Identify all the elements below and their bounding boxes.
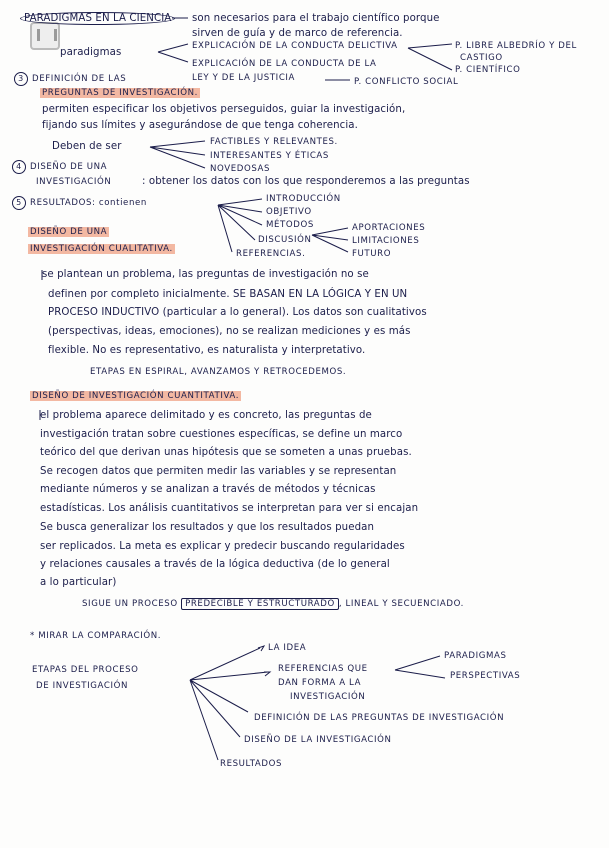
arrow-branch [312,228,348,252]
text-line: OBJETIVO [266,207,312,217]
text-line: SIGUE UN PROCESO [82,599,178,609]
text-line: P. LIBRE ALBEDRÍO Y DEL [455,41,577,51]
diagram-root: ETAPAS DEL PROCESO [32,665,139,675]
section-heading: INVESTIGACIÓN CUALITATIVA. [30,244,173,254]
text-line: flexible. No es representativo, es naturalista y interpretativo. [48,345,366,356]
arrow-branch [150,141,205,168]
diagram-root: DE INVESTIGACIÓN [36,681,129,691]
text-line: FACTIBLES Y RELEVANTES. [210,137,338,147]
text-line: APORTACIONES [352,223,426,233]
text-line: sirven de guía y de marco de referencia. [192,28,403,39]
text-line: permiten especificar los objetivos perseguidos, guiar la investigación, [42,104,406,115]
text-line: ETAPAS EN ESPIRAL, AVANZAMOS Y RETROCEDEMOS. [90,367,347,377]
text-line: FUTURO [352,249,392,259]
text-line: INTERESANTES Y ÉTICAS [210,151,329,161]
boxed-term: PREDECIBLE Y ESTRUCTURADO [181,598,339,610]
text-line: REFERENCIAS. [236,249,306,259]
text-line: DISCUSIÓN [258,235,312,245]
text-line: Se busca generalizar los resultados y que los resultados puedan [40,522,375,533]
section-heading: RESULTADOS [30,198,93,208]
text-line: : obtener los datos con los que responderemos a las preguntas [142,176,470,187]
text-line: teórico del que derivan unas hipótesis que se someten a unas pruebas. [40,447,412,458]
diagram-node: DISEÑO DE LA INVESTIGACIÓN [244,735,392,745]
diagram-node: LA IDEA [268,643,307,653]
text-line: P. CONFLICTO SOCIAL [354,77,459,87]
diagram-node: DEFINICIÓN DE LAS PREGUNTAS DE INVESTIGACIÓN [254,713,505,723]
diagram-node: INVESTIGACIÓN [290,692,366,702]
text-line: paradigmas [60,47,122,58]
heading-paradigmas: PARADIGMAS EN LA CIENCIA [20,12,175,25]
text-line: el problema aparece delimitado y es concreto, las preguntas de [40,410,372,421]
section-number: 5 [12,196,26,210]
text-line: EXPLICACIÓN DE LA CONDUCTA DE LA [192,59,377,69]
section-heading: DEFINICIÓN DE LAS [32,74,127,84]
text-line: P. CIENTÍFICO [455,65,521,75]
text-line: estadísticas. Los análisis cuantitativos se interpretan para ver si encajan [40,503,419,514]
text-line: Se recogen datos que permiten medir las variables y se representan [40,466,397,477]
text-line: NOVEDOSAS [210,164,271,174]
diagram-node: PERSPECTIVAS [450,671,521,681]
section-heading: DISEÑO DE INVESTIGACIÓN CUANTITATIVA. [32,391,240,401]
text-line: definen por completo inicialmente. SE BASAN EN LA LÓGICA Y EN UN [48,289,408,300]
text-line: fijando sus límites y asegurándose de que tenga coherencia. [42,120,358,131]
text-line: investigación tratan sobre cuestiones específicas, se define un marco [40,429,403,440]
text-line: CASTIGO [460,53,503,63]
text-line: y relaciones causales a través de la lógica deductiva (de lo general [40,559,390,570]
text-line: se plantean un problema, las preguntas de investigación no se [42,269,369,280]
text-line: LEY Y DE LA JUSTICIA [192,73,296,83]
section-heading: DISEÑO DE UNA [30,227,108,237]
text-line: MÉTODOS [266,220,314,230]
text-line: INTRODUCCIÓN [266,194,341,204]
section-heading: INVESTIGACIÓN [36,177,112,187]
text-line: LIMITACIONES [352,236,420,246]
arrow-branch [218,199,262,252]
text-line: Deben de ser [52,141,122,152]
diagram-node: RESULTADOS [220,759,283,769]
text-line: mediante números y se analizan a través de métodos y técnicas [40,484,376,495]
diagram-node: PARADIGMAS [444,651,507,661]
section-heading: DISEÑO DE UNA [30,162,108,172]
text-line: , LINEAL Y SECUENCIADO. [338,599,464,609]
section-heading: PREGUNTAS DE INVESTIGACIÓN. [42,88,198,98]
text-line: PROCESO INDUCTIVO (particular a lo general). Los datos son cualitativos [48,307,427,318]
section-number: 4 [12,160,26,174]
arrow-branch [395,656,445,678]
text-line: ser replicados. La meta es explicar y predecir buscando regularidades [40,541,405,552]
text-line: a lo particular) [40,577,117,588]
diagram-node: DAN FORMA A LA [278,678,362,688]
arrow-branch [158,44,188,62]
diagram-node: REFERENCIAS QUE [278,664,368,674]
note-heading: * MIRAR LA COMPARACIÓN. [30,631,162,641]
text-line: : contienen [92,198,147,208]
text-line: (perspectivas, ideas, emociones), no se realizan mediciones y es más [48,326,411,337]
text-line: EXPLICACIÓN DE LA CONDUCTA DELICTIVA [192,41,398,51]
section-number: 3 [14,72,28,86]
arrow-branch [408,44,452,70]
text-line: son necesarios para el trabajo científico porque [192,13,440,24]
